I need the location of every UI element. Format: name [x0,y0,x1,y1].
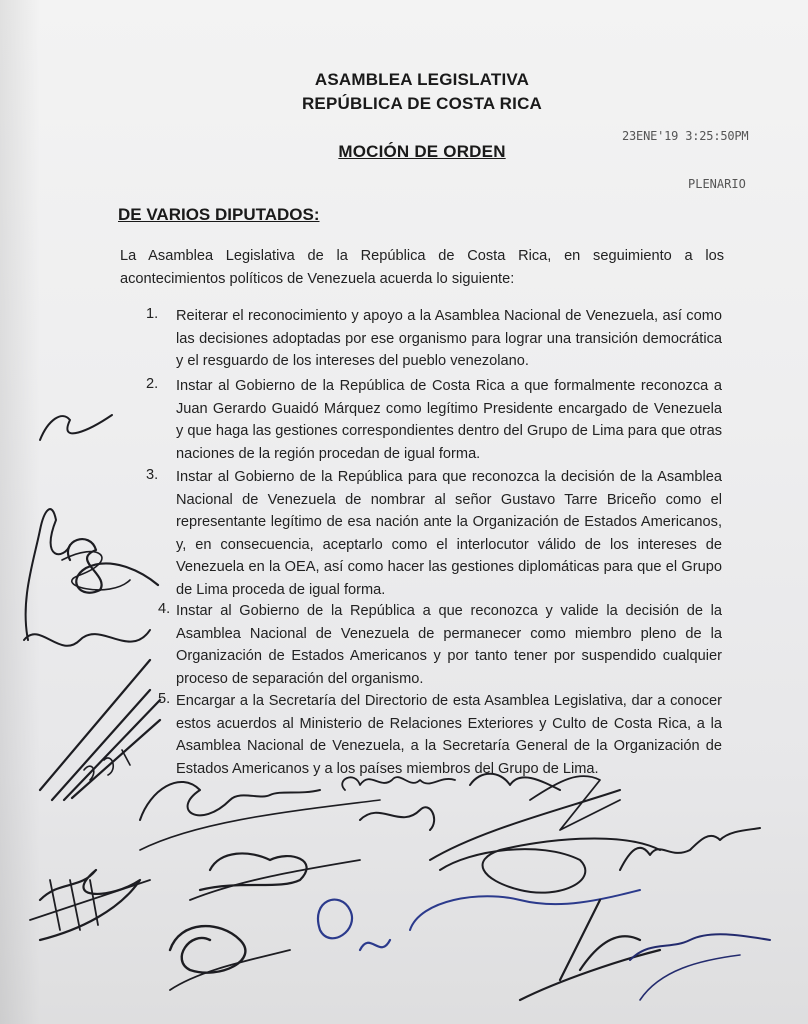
handwritten-signature [40,415,112,440]
intro-paragraph: La Asamblea Legislativa de la República de Costa Rica, en seguimiento a los acontecimientos políticos de Venezuela acuerda lo siguiente: [120,248,724,287]
handwritten-signature [440,838,660,892]
handwritten-signature [26,509,70,640]
received-datetime-stamp: 23ENE'19 3:25:50PM [622,129,749,143]
handwritten-signature [342,777,455,790]
handwritten-signature [630,934,770,960]
list-item: Reiterar el reconocimiento y apoyo a la Asamblea Nacional de Venezuela, así como las decisiones adoptadas por ese organismo para lograr una transición democrática y el resguardo de los intereses del pueblo venezolano. [176,308,722,369]
handwritten-signature [318,900,390,950]
handwritten-signature [40,660,160,800]
handwritten-signature [170,926,245,973]
handwritten-signature [620,828,760,870]
section-subtitle: DE VARIOS DIPUTADOS: [118,205,320,224]
handwritten-signature [410,890,640,930]
list-item: Encargar a la Secretaría del Directorio de esta Asamblea Legislativa, dar a conocer estos acuerdos al Ministerio de Relaciones Exteriores y Culto de Costa Rica, a la Asamblea Nacional de Venezuela, a la Secretaría General de la Organización de Estados Americanos y a los países miembros del Grupo de Lima. [176,693,722,777]
list-item: Instar al Gobierno de la República a que reconozca y valide la decisión de la Asamblea Nacional de Venezuela de permanecer como miembro pleno de la Organización de Estados Americanos y por tanto tener por suspendido cualquier proceso de separación del organismo. [176,603,722,687]
institution-name: ASAMBLEA LEGISLATIVA [314,70,530,89]
office-stamp: PLENARIO [688,177,746,191]
handwritten-signature [430,774,620,860]
item-number: 1. [146,306,159,322]
item-number: 4. [158,601,171,617]
list-item: Instar al Gobierno de la República para que reconozca la decisión de la Asamblea Nacional de Venezuela de nombrar al señor Gustavo Tarre Briceño como el representante legítimo de esa nación ante la Organización de Estados Americanos, y, en consecuencia, aceptarlo como el interlocutor válido de los intereses de Venezuela en la OEA, así como hacer las gestiones diplomáticas para que el Grupo de Lima proceda de igual forma. [176,469,722,598]
handwritten-signature [520,900,660,1000]
list-item: Instar al Gobierno de la República de Costa Rica a que formalmente reconozca a Juan Gerardo Guaidó Márquez como legítimo Presidente encargado de Venezuela y que haga las gestiones correspondientes dentro del Grupo de Lima para que otras naciones de la región procedan de igual forma. [176,378,722,462]
item-number: 5. [158,691,171,707]
item-number: 3. [146,467,159,483]
handwritten-signature [140,782,320,820]
country-name: REPÚBLICA DE COSTA RICA [301,94,543,113]
handwritten-signature [24,630,150,646]
item-number: 2. [146,376,159,392]
handwritten-signature [68,539,158,593]
motion-title: MOCIÓN DE ORDEN [338,142,506,161]
